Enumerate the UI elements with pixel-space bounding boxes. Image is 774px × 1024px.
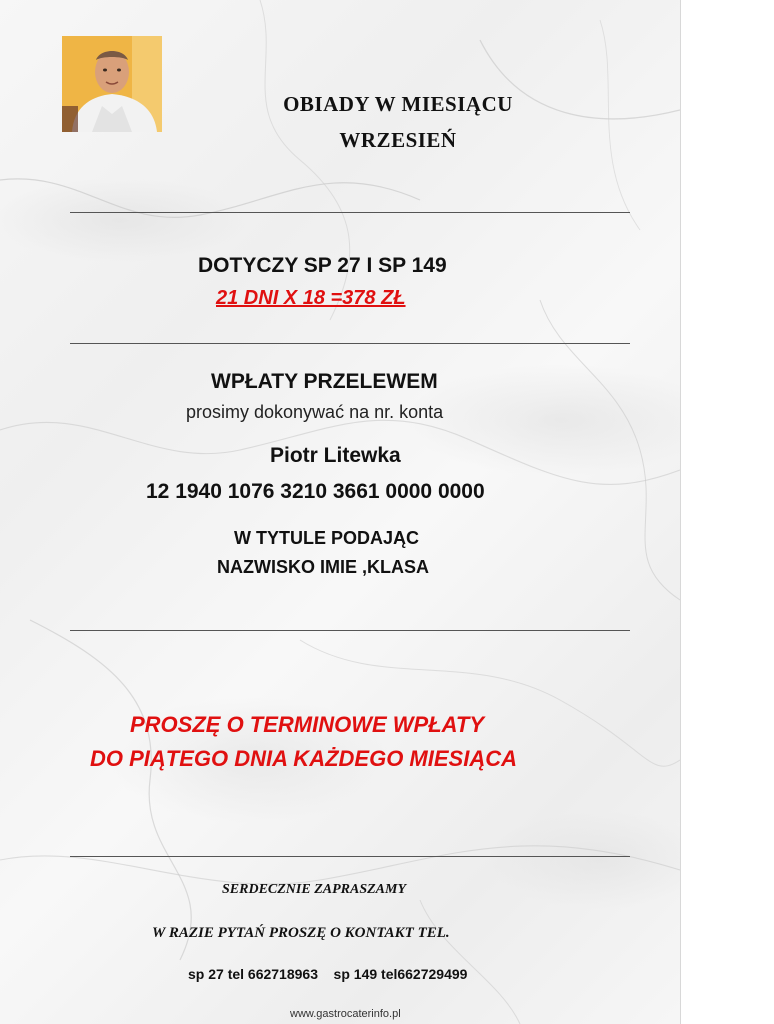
- chef-photo: [62, 36, 162, 132]
- divider: [70, 212, 630, 213]
- page-title-line1: OBIADY W MIESIĄCU: [283, 92, 513, 116]
- price-calculation: 21 DNI X 18 =378 ZŁ: [216, 287, 406, 309]
- divider: [70, 856, 630, 857]
- payment-heading: WPŁATY PRZELEWEM: [211, 370, 438, 393]
- account-holder: Piotr Litewka: [270, 444, 401, 467]
- account-number: 12 1940 1076 3210 3661 0000 0000: [146, 480, 485, 503]
- website-url: www.gastrocaterinfo.pl: [290, 1008, 401, 1020]
- reminder-line2: DO PIĄTEGO DNIA KAŻDEGO MIESIĄCA: [90, 746, 517, 771]
- phone-numbers: sp 27 tel 662718963 sp 149 tel662729499: [188, 966, 468, 982]
- contact-text: W RAZIE PYTAŃ PROSZĘ O KONTAKT TEL.: [152, 925, 450, 941]
- page-title-line2: WRZESIEŃ: [339, 128, 457, 152]
- invitation-text: SERDECZNIE ZAPRASZAMY: [222, 882, 406, 897]
- transfer-title-line1: W TYTULE PODAJĄC: [234, 528, 420, 548]
- payment-instruction: prosimy dokonywać na nr. konta: [186, 402, 444, 422]
- divider: [70, 343, 630, 344]
- divider: [70, 630, 630, 631]
- applies-to-text: DOTYCZY SP 27 I SP 149: [198, 254, 447, 277]
- transfer-title-line2: NAZWISKO IMIE ,KLASA: [217, 557, 429, 577]
- reminder-line1: PROSZĘ O TERMINOWE WPŁATY: [130, 712, 485, 737]
